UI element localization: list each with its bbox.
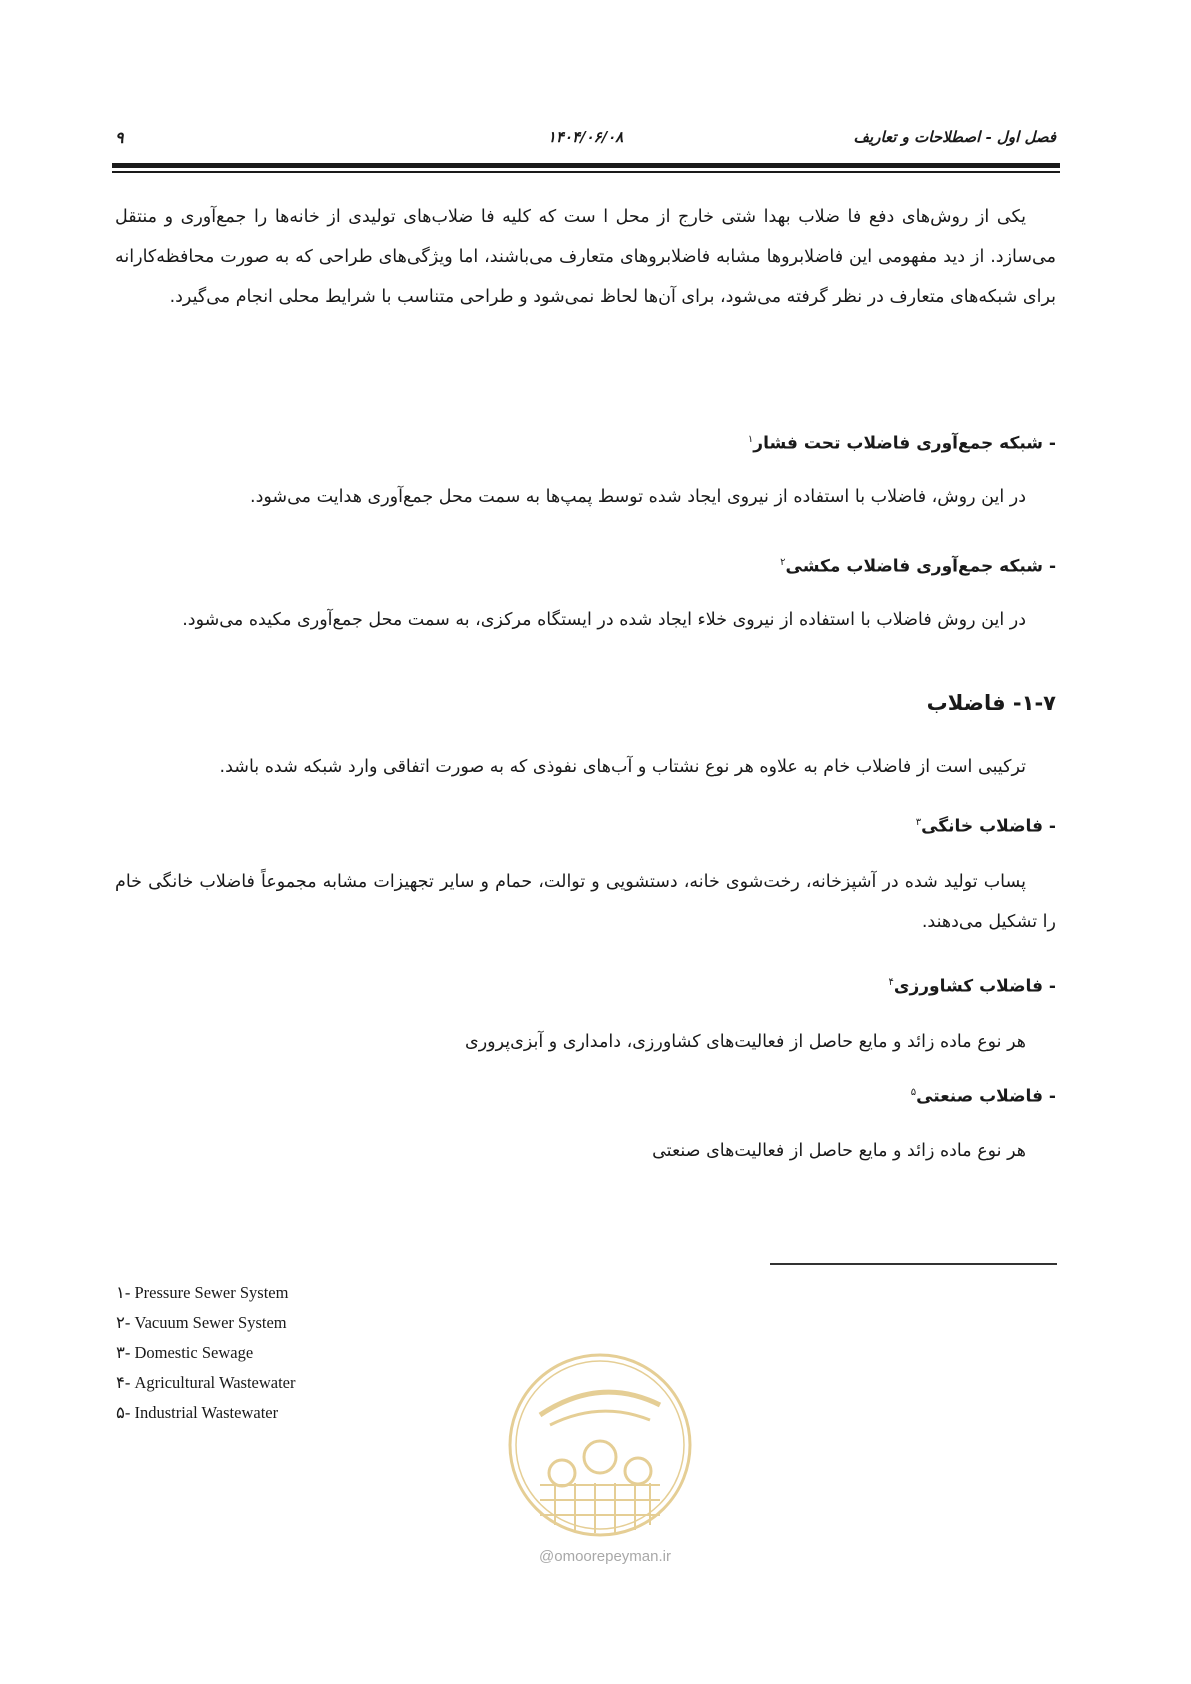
footnote: ۲- Vacuum Sewer System (116, 1313, 287, 1332)
item-heading: - شبکه جمع‌آوری فاضلاب تحت فشار$^۱$ (747, 433, 1056, 454)
item-vacuum-sewer (115, 548, 1056, 582)
item-heading: - فاضلاب صنعتی$^۵$ (910, 1086, 1056, 1107)
header-date: ۱۴۰۴/۰۶/۰۸ (547, 128, 624, 146)
footnote: ۳- Domestic Sewage (116, 1343, 254, 1362)
footnote-ref: ۳ (915, 817, 922, 828)
item-agricultural-wastewater (115, 968, 1056, 1002)
section-heading: ۱-۷- فاضلاب (926, 691, 1056, 715)
item-domestic-sewage-text-block (115, 862, 1056, 942)
footnote-ref: ۲ (780, 557, 786, 568)
item-heading: - شبکه جمع‌آوری فاضلاب مکشی$^۲$ (780, 556, 1056, 577)
item-heading: - فاضلاب خانگی$^۳$ (915, 816, 1056, 837)
header-rule (112, 163, 1060, 168)
item-pressure-sewer-text-block (115, 477, 1056, 517)
item-text: هر نوع ماده زائد و مایع حاصل از فعالیت‌های کشاورزی، دامداری و آبزی‌پروری (465, 1032, 1026, 1052)
item-heading: - فاضلاب کشاورزی$^۴$ (888, 976, 1056, 997)
item-text: در این روش، فاضلاب با استفاده از نیروی ایجاد شده توسط پمپ‌ها به سمت محل جمع‌آوری هدایت می‌شود. (250, 487, 1026, 507)
section-block (115, 687, 1056, 719)
footnotes (116, 1278, 496, 1428)
intro-paragraph: یکی از روش‌های دفع فا ضلاب بهدا شتی خارج از محل ا ست که کلیه فا ضلاب‌های تولیدی از خانه‌ها را جمع‌آوری و منتقل می‌سازد. از دید مفهومی این فاضلابروها مشابه فاضلابروهای متعارف می‌باشند، اما ویژگی‌های طراحی که به صورت محافظه‌کارانه برای شبکه‌های متعارف در نظر گرفته می‌شود، برای آن‌ها لحاظ نمی‌شود و طراحی متناسب با شرایط محلی انجام می‌گیرد. (115, 207, 1056, 307)
item-agricultural-text-block (115, 1022, 1056, 1062)
item-pressure-sewer (115, 425, 1056, 459)
chapter-title: فصل اول - اصطلاحات و تعاریف (853, 128, 1056, 146)
page-number: ۹ (115, 128, 124, 147)
footnote-ref: ۴ (888, 977, 894, 988)
footnote: ۱- Pressure Sewer System (116, 1283, 289, 1302)
intro-block (115, 197, 1056, 317)
header-rule-thin (112, 171, 1060, 173)
page-header (115, 128, 1056, 152)
item-text: در این روش فاضلاب با استفاده از نیروی خلاء ایجاد شده در ایستگاه مرکزی، به سمت محل جمع‌آوری مکیده می‌شود. (182, 610, 1026, 630)
watermark-logo (500, 1345, 700, 1545)
item-domestic-sewage (115, 808, 1056, 842)
footnote: ۵- Industrial Wastewater (116, 1403, 279, 1422)
item-text: پساب تولید شده در آشپزخانه، رخت‌شوی خانه، دستشویی و توالت، حمام و سایر تجهیزات مشابه مجموعاً فاضلاب خانگی خام را تشکیل می‌دهند. (115, 872, 1056, 932)
item-industrial-wastewater (115, 1078, 1056, 1112)
item-text: هر نوع ماده زائد و مایع حاصل از فعالیت‌های صنعتی (652, 1141, 1026, 1161)
footnote-ref: ۵ (910, 1087, 917, 1098)
item-industrial-text-block (115, 1131, 1056, 1171)
section-definition: ترکیبی است از فاضلاب خام به علاوه هر نوع نشتاب و آب‌های نفوذی که به صورت اتفاقی وارد شبکه شده باشد. (219, 757, 1026, 777)
footnote-ref: ۱ (747, 434, 754, 445)
item-vacuum-sewer-text-block (115, 600, 1056, 640)
footnote-rule (770, 1263, 1057, 1265)
watermark-url: @omoorepeyman.ir (539, 1548, 671, 1565)
footnote: ۴- Agricultural Wastewater (116, 1373, 296, 1392)
section-definition-block (115, 747, 1056, 787)
